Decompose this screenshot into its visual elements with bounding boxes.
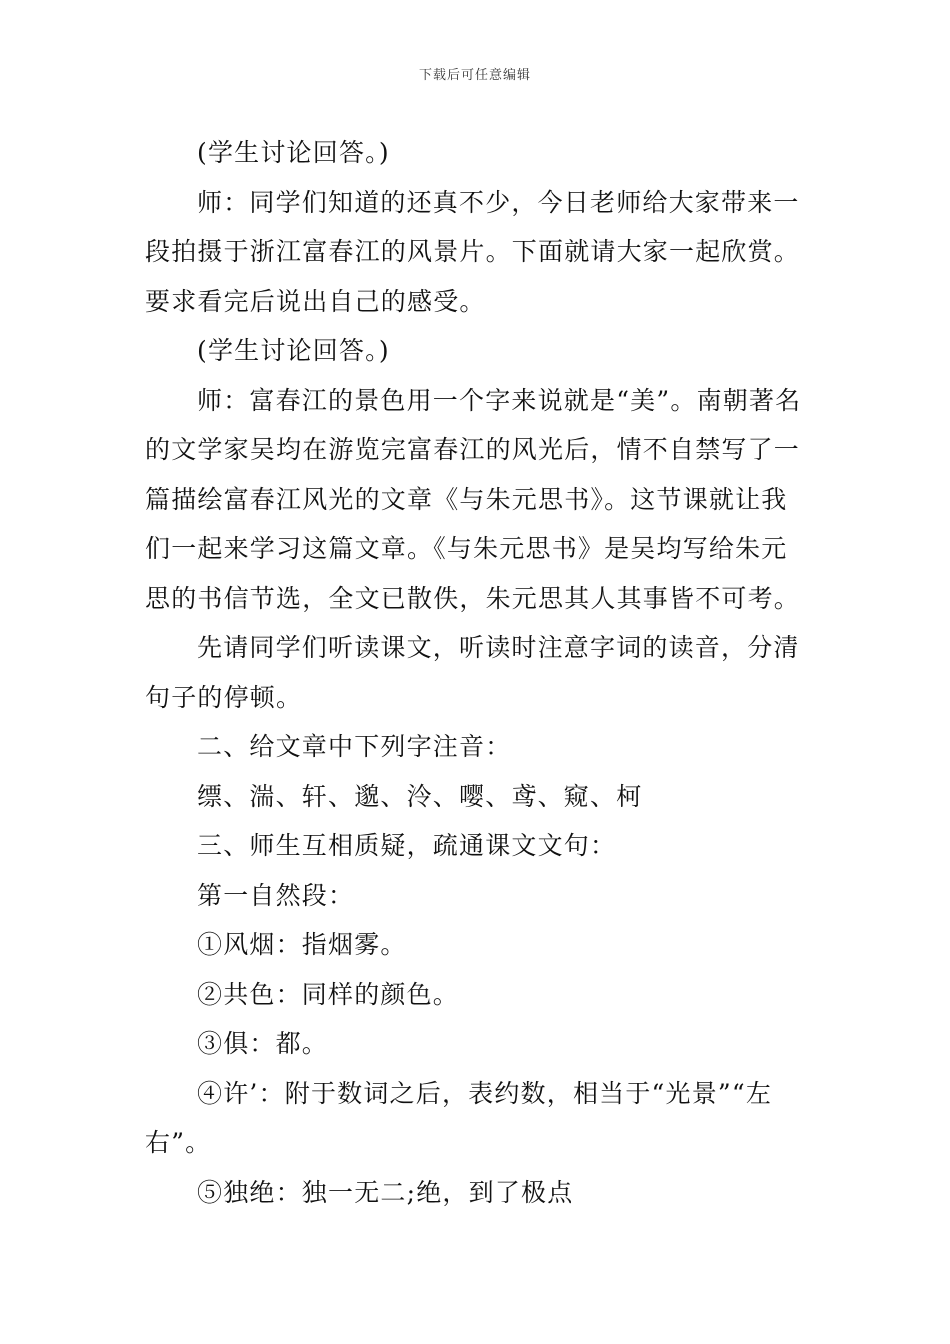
note-item-1: ①风烟：指烟雾。	[197, 930, 407, 959]
section-heading-pronunciation: 二、给文章中下列字注音：	[197, 732, 512, 761]
paragraph-teacher-fuchun: 师：富春江的景色用一个字来说就是“美”。南朝著名的文学家吴均在游览完富春江的风光后，情不自禁写了一篇描绘富春江风光的文章《与朱元思书》。这节课就让我们一起来学习这篇文章。《与朱元思书》是吴均写给朱元思的书信节选，全文已散佚，朱元思其人其事皆不可考。	[145, 385, 802, 613]
paragraph-teacher-intro: 师：同学们知道的还真不少，今日老师给大家带来一段拍摄于浙江富春江的风景片。下面就请大家一起欣赏。要求看完后说出自己的感受。	[145, 187, 801, 316]
paragraph-student-discussion-2: (学生讨论回答。)	[197, 336, 390, 365]
document-body	[145, 128, 807, 1217]
note-item-3: ③俱：都。	[197, 1029, 329, 1058]
paragraph-listen-reading: 先请同学们听读课文，听读时注意字词的读音，分清句子的停顿。	[145, 633, 800, 712]
section-heading-questions: 三、师生互相质疑，疏通课文文句：	[197, 831, 617, 860]
page-header: 下载后可任意编辑	[418, 68, 531, 83]
pronunciation-characters: 缥、湍、轩、邈、泠、嘤、鸢、窥、柯	[197, 781, 643, 811]
subsection-first-paragraph: 第一自然段：	[197, 880, 355, 910]
note-item-4: ④许’：附于数词之后，表约数，相当于“光景”“左右”。	[145, 1078, 773, 1157]
paragraph-student-discussion-1: (学生讨论回答。)	[197, 138, 390, 167]
note-item-5: ⑤独绝：独一无二;绝，到了极点	[197, 1177, 574, 1207]
note-item-2: ②共色：同样的颜色。	[197, 979, 460, 1009]
